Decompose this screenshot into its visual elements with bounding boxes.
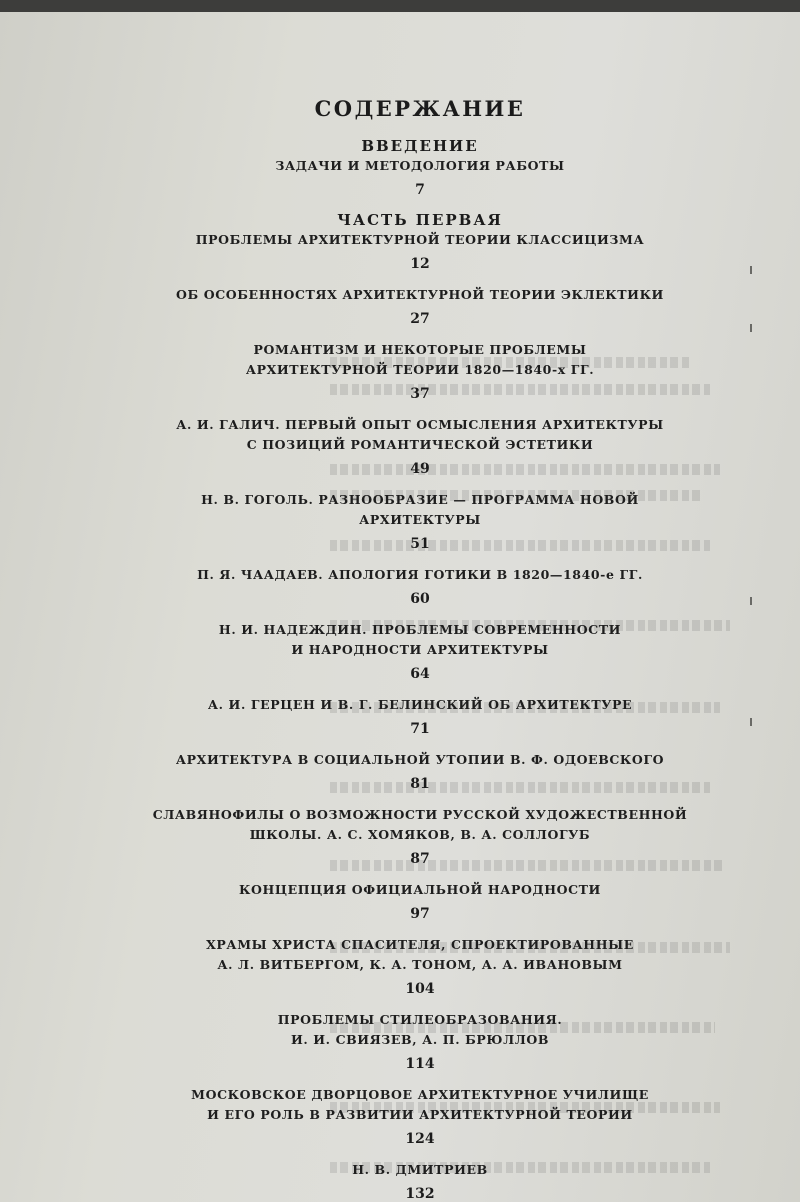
toc-entry-line: Н. В. ГОГОЛЬ. РАЗНООБРАЗИЕ — ПРОГРАММА НОВОЙ — [201, 492, 639, 507]
toc-entry-line: ШКОЛЫ. А. С. ХОМЯКОВ, В. А. СОЛЛОГУБ — [249, 827, 591, 842]
toc-entry-line: И. И. СВИЯЗЕВ, А. П. БРЮЛЛОВ — [290, 1032, 550, 1047]
intro-heading: ВВЕДЕНИЕ — [361, 137, 479, 155]
toc-entries — [150, 285, 690, 1202]
toc-entry-line: А. Л. ВИТБЕРГОМ, К. А. ТОНОМ, А. А. ИВАНОВЫМ — [217, 957, 623, 972]
toc-entry-line: Н. В. ДМИТРИЕВ — [352, 1162, 488, 1177]
toc-entry-page-number: 132 — [405, 1186, 435, 1202]
margin-mark — [750, 597, 752, 605]
part-one-heading: ЧАСТЬ ПЕРВАЯ — [337, 211, 503, 229]
toc-entry-page-number: 64 — [410, 666, 430, 682]
toc-entry-line: АРХИТЕКТУРЫ — [359, 512, 481, 527]
toc-entry-line: АРХИТЕКТУРА В СОЦИАЛЬНОЙ УТОПИИ В. Ф. ОДОЕВСКОГО — [175, 752, 665, 767]
toc-entry-line: СЛАВЯНОФИЛЫ О ВОЗМОЖНОСТИ РУССКОЙ ХУДОЖЕСТВЕННОЙ — [152, 807, 688, 822]
toc-entry-line: МОСКОВСКОЕ ДВОРЦОВОЕ АРХИТЕКТУРНОЕ УЧИЛИЩЕ — [191, 1087, 649, 1102]
toc-title: СОДЕРЖАНИЕ — [314, 96, 526, 121]
toc-entry-line: И НАРОДНОСТИ АРХИТЕКТУРЫ — [291, 642, 549, 657]
toc-entry-line: АРХИТЕКТУРНОЙ ТЕОРИИ 1820—1840-х ГГ. — [245, 362, 595, 377]
toc-entry-line: А. И. ГАЛИЧ. ПЕРВЫЙ ОПЫТ ОСМЫСЛЕНИЯ АРХИТЕКТУРЫ — [176, 417, 664, 432]
intro-page-number: 7 — [415, 182, 425, 198]
toc-entry-line: Н. И. НАДЕЖДИН. ПРОБЛЕМЫ СОВРЕМЕННОСТИ — [218, 622, 622, 637]
intro-subtitle: ЗАДАЧИ И МЕТОДОЛОГИЯ РАБОТЫ — [275, 158, 565, 173]
table-of-contents — [150, 96, 690, 1202]
toc-entry-page-number: 124 — [405, 1131, 435, 1147]
toc-entry-page-number: 114 — [405, 1056, 435, 1072]
toc-entry-line: ОБ ОСОБЕННОСТЯХ АРХИТЕКТУРНОЙ ТЕОРИИ ЭКЛЕКТИКИ — [176, 287, 664, 302]
toc-entry-page-number: 37 — [410, 386, 430, 402]
toc-entry-page-number: 104 — [405, 981, 435, 997]
toc-entry-page-number: 27 — [410, 311, 430, 327]
toc-entry-line: РОМАНТИЗМ И НЕКОТОРЫЕ ПРОБЛЕМЫ — [253, 342, 587, 357]
margin-mark — [750, 266, 752, 274]
margin-mark — [750, 718, 752, 726]
book-page — [0, 12, 800, 1202]
toc-entry-line: П. Я. ЧААДАЕВ. АПОЛОГИЯ ГОТИКИ В 1820—1840-е ГГ. — [197, 567, 643, 582]
toc-entry-page-number: 97 — [410, 906, 430, 922]
toc-entry-line: И ЕГО РОЛЬ В РАЗВИТИИ АРХИТЕКТУРНОЙ ТЕОРИИ — [207, 1107, 633, 1122]
toc-entry-page-number: 81 — [410, 776, 430, 792]
toc-entry-line: КОНЦЕПЦИЯ ОФИЦИАЛЬНОЙ НАРОДНОСТИ — [239, 882, 601, 897]
margin-mark — [750, 324, 752, 332]
part-one-subtitle: ПРОБЛЕМЫ АРХИТЕКТУРНОЙ ТЕОРИИ КЛАССИЦИЗМА — [195, 232, 645, 247]
part-one-page-number: 12 — [410, 256, 430, 272]
toc-entry-page-number: 51 — [410, 536, 430, 552]
toc-entry-page-number: 60 — [410, 591, 430, 607]
toc-entry-page-number: 71 — [410, 721, 430, 737]
toc-entry-line: С ПОЗИЦИЙ РОМАНТИЧЕСКОЙ ЭСТЕТИКИ — [246, 437, 594, 452]
toc-entry-page-number: 49 — [410, 461, 430, 477]
toc-entry-line: ПРОБЛЕМЫ СТИЛЕОБРАЗОВАНИЯ. — [277, 1012, 563, 1027]
toc-entry-line: ХРАМЫ ХРИСТА СПАСИТЕЛЯ, СПРОЕКТИРОВАННЫЕ — [206, 937, 634, 952]
toc-entry-line: А. И. ГЕРЦЕН И В. Г. БЕЛИНСКИЙ ОБ АРХИТЕКТУРЕ — [207, 697, 633, 712]
toc-entry-page-number: 87 — [410, 851, 430, 867]
